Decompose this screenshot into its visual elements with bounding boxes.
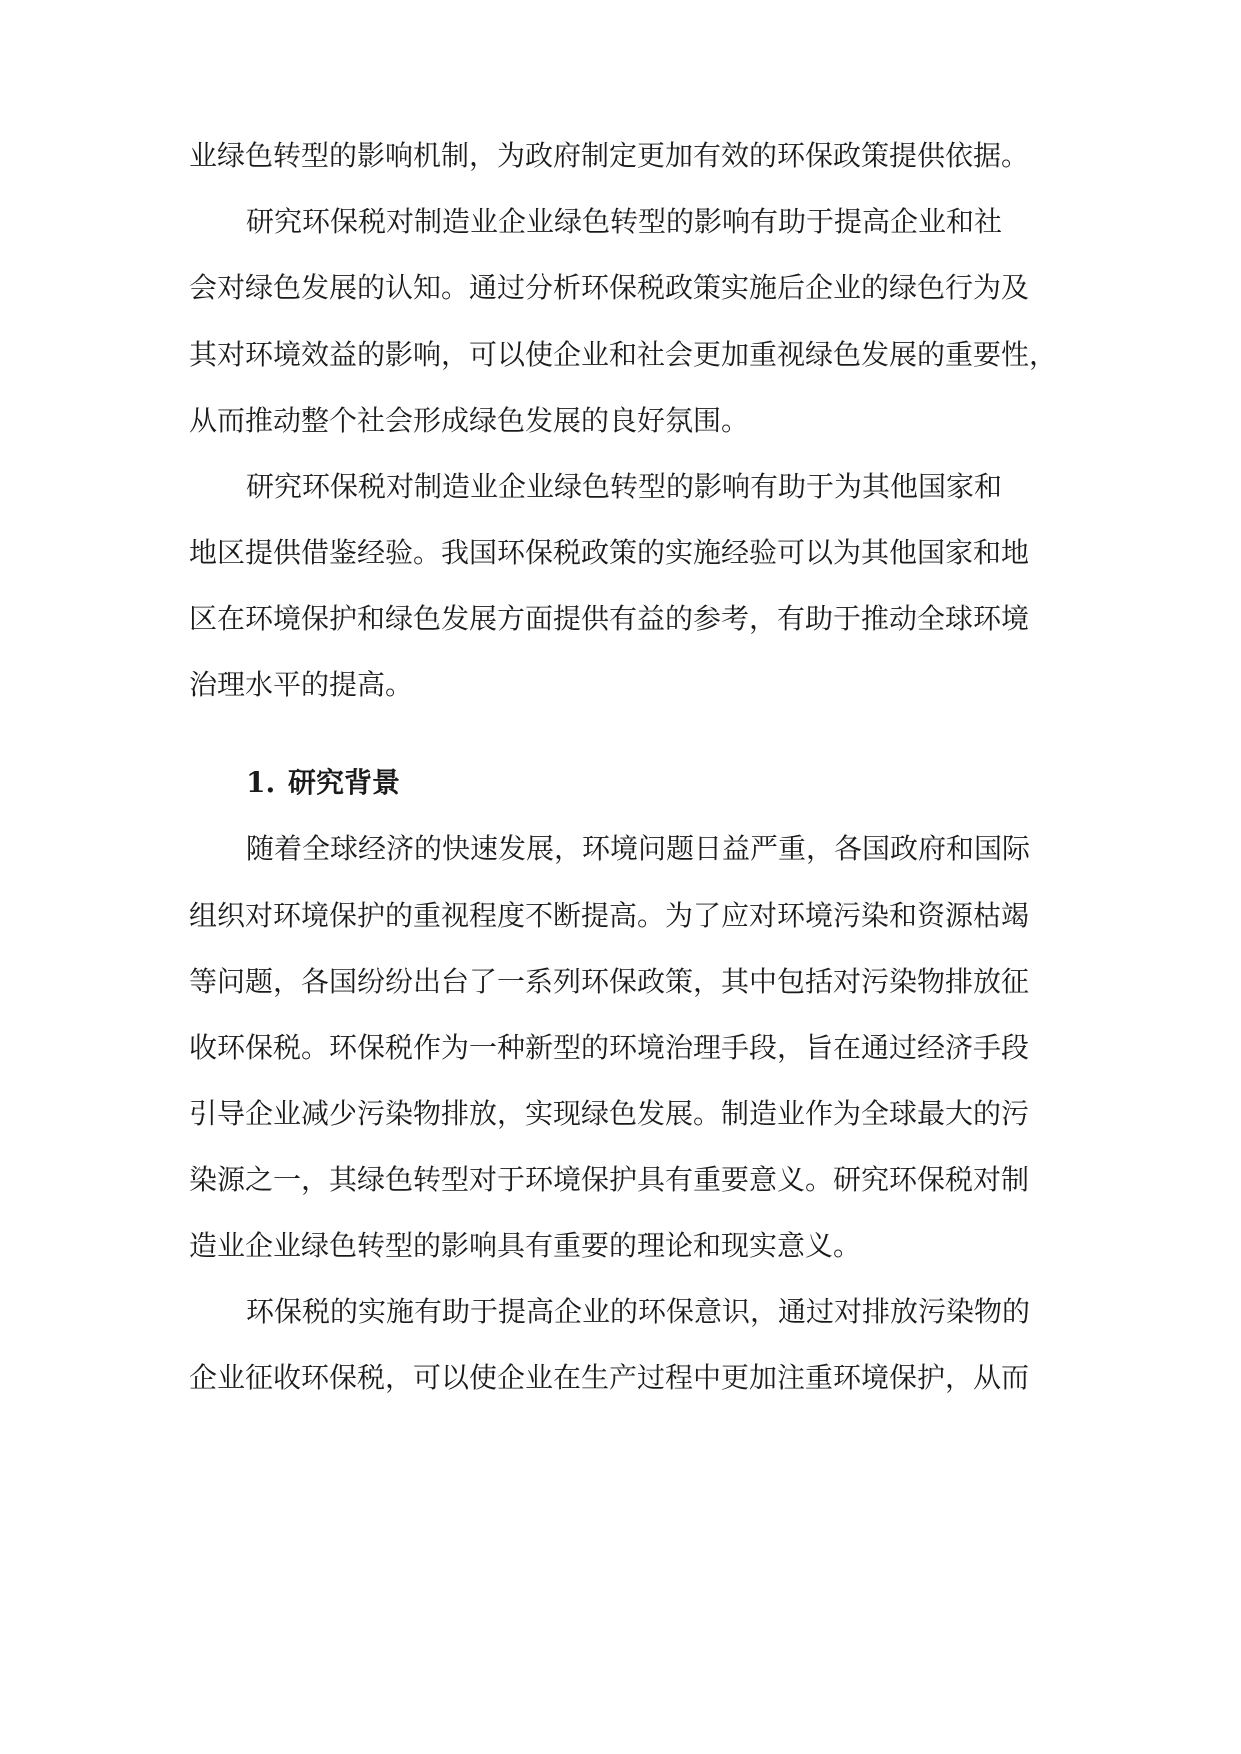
paragraph-background-line-3: 等问题，各国纷纷出台了一系列环保政策，其中包括对污染物排放征 xyxy=(189,965,1030,998)
paragraph-reference-line-4: 治理水平的提高。 xyxy=(189,668,414,701)
paragraph-background-line-5: 引导企业减少污染物排放，实现绿色发展。制造业作为全球最大的污 xyxy=(189,1097,1030,1130)
section-heading-title: 研究背景 xyxy=(288,766,401,799)
paragraph-intro-tail-line-1: 业绿色转型的影响机制，为政府制定更加有效的环保政策提供依据。 xyxy=(189,139,1030,172)
paragraph-awareness-line-1: 研究环保税对制造业企业绿色转型的影响有助于提高企业和社 xyxy=(246,205,1003,238)
paragraph-awareness-line-2: 会对绿色发展的认知。通过分析环保税政策实施后企业的绿色行为及 xyxy=(189,271,1030,304)
section-heading xyxy=(246,763,400,803)
paragraph-reference-line-1: 研究环保税对制造业企业绿色转型的影响有助于为其他国家和 xyxy=(246,470,1003,503)
section-heading-number: 1. xyxy=(246,766,276,799)
paragraph-background-line-1: 随着全球经济的快速发展，环境问题日益严重，各国政府和国际 xyxy=(246,832,1031,865)
paragraph-background-line-4: 收环保税。环保税作为一种新型的环境治理手段，旨在通过经济手段 xyxy=(189,1031,1030,1064)
paragraph-reference-line-3: 区在环境保护和绿色发展方面提供有益的参考，有助于推动全球环境 xyxy=(189,602,1030,635)
paragraph-background-line-7: 造业企业绿色转型的影响具有重要的理论和现实意义。 xyxy=(189,1229,862,1262)
paragraph-implementation-line-1: 环保税的实施有助于提高企业的环保意识，通过对排放污染物的 xyxy=(246,1295,1031,1328)
paragraph-background-line-2: 组织对环境保护的重视程度不断提高。为了应对环境污染和资源枯竭 xyxy=(189,899,1030,932)
paragraph-awareness-line-3: 其对环境效益的影响，可以使企业和社会更加重视绿色发展的重要性， xyxy=(189,338,1058,371)
paragraph-awareness-line-4: 从而推动整个社会形成绿色发展的良好氛围。 xyxy=(189,404,750,437)
paragraph-implementation-line-2: 企业征收环保税，可以使企业在生产过程中更加注重环境保护，从而 xyxy=(189,1361,1030,1394)
paragraph-background-line-6: 染源之一，其绿色转型对于环境保护具有重要意义。研究环保税对制 xyxy=(189,1163,1030,1196)
paragraph-reference-line-2: 地区提供借鉴经验。我国环保税政策的实施经验可以为其他国家和地 xyxy=(189,536,1030,569)
